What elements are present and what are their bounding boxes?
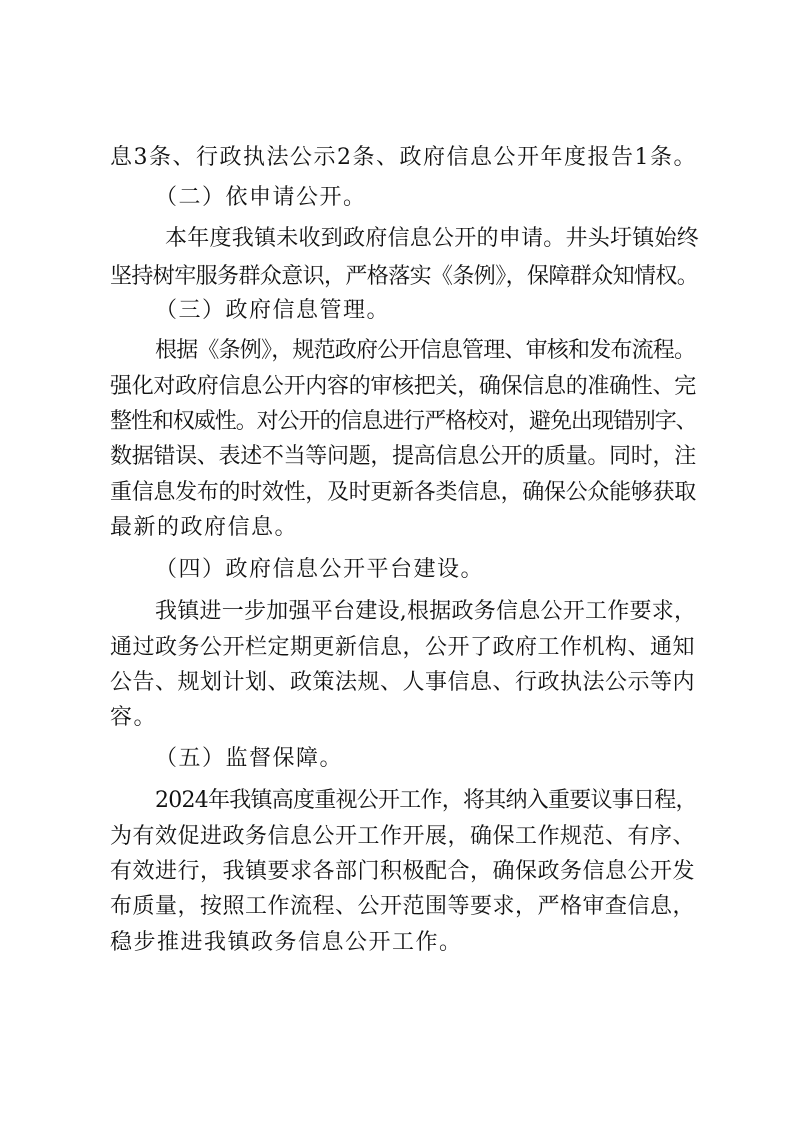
body-line: 我镇进一步加强平台建设,根据政务信息公开工作要求， [155,599,697,624]
section-heading: （五）监督保障。 [155,746,344,771]
body-line: 重信息发布的时效性，及时更新各类信息，确保公众能够获取 [110,480,696,505]
body-line: 根据《条例》，规范政府公开信息管理、审核和发布流程。 [155,338,696,363]
body-line: 息3条、行政执法公示2条、政府信息公开年度报告1条。 [110,145,697,170]
body-line: 坚持树牢服务群众意识，严格落实《条例》，保障群众知情权。 [110,264,699,289]
body-line: 2024年我镇高度重视公开工作，将其纳入重要议事日程， [155,788,697,813]
body-line: 强化对政府信息公开内容的审核把关，确保信息的准确性、完 [110,374,696,399]
body-line: 布质量，按照工作流程、公开范围等要求，严格审查信息， [110,894,696,919]
body-line: 公告、规划计划、政策法规、人事信息、行政执法公示等内 [110,670,696,695]
body-line: 通过政务公开栏定期更新信息，公开了政府工作机构、通知 [110,635,696,660]
body-line: 最新的政府信息。 [110,515,299,540]
body-line: 容。 [110,705,158,730]
body-line: 为有效促进政务信息公开工作开展，确保工作规范、有序、 [110,824,696,849]
section-heading: （四）政府信息公开平台建设。 [155,557,485,582]
section-heading: （三）政府信息管理。 [155,298,391,323]
body-line: 整性和权威性。对公开的信息进行严格校对，避免出现错别字、 [110,409,697,434]
body-line: 本年度我镇未收到政府信息公开的申请。井头圩镇始终 [165,226,700,251]
body-line: 有效进行，我镇要求各部门积极配合，确保政务信息公开发 [110,859,696,884]
section-heading: （二）依申请公开。 [155,185,367,210]
body-line: 稳步推进我镇政务信息公开工作。 [110,930,463,955]
body-line: 数据错误、表述不当等问题，提高信息公开的质量。同时，注 [110,444,696,469]
